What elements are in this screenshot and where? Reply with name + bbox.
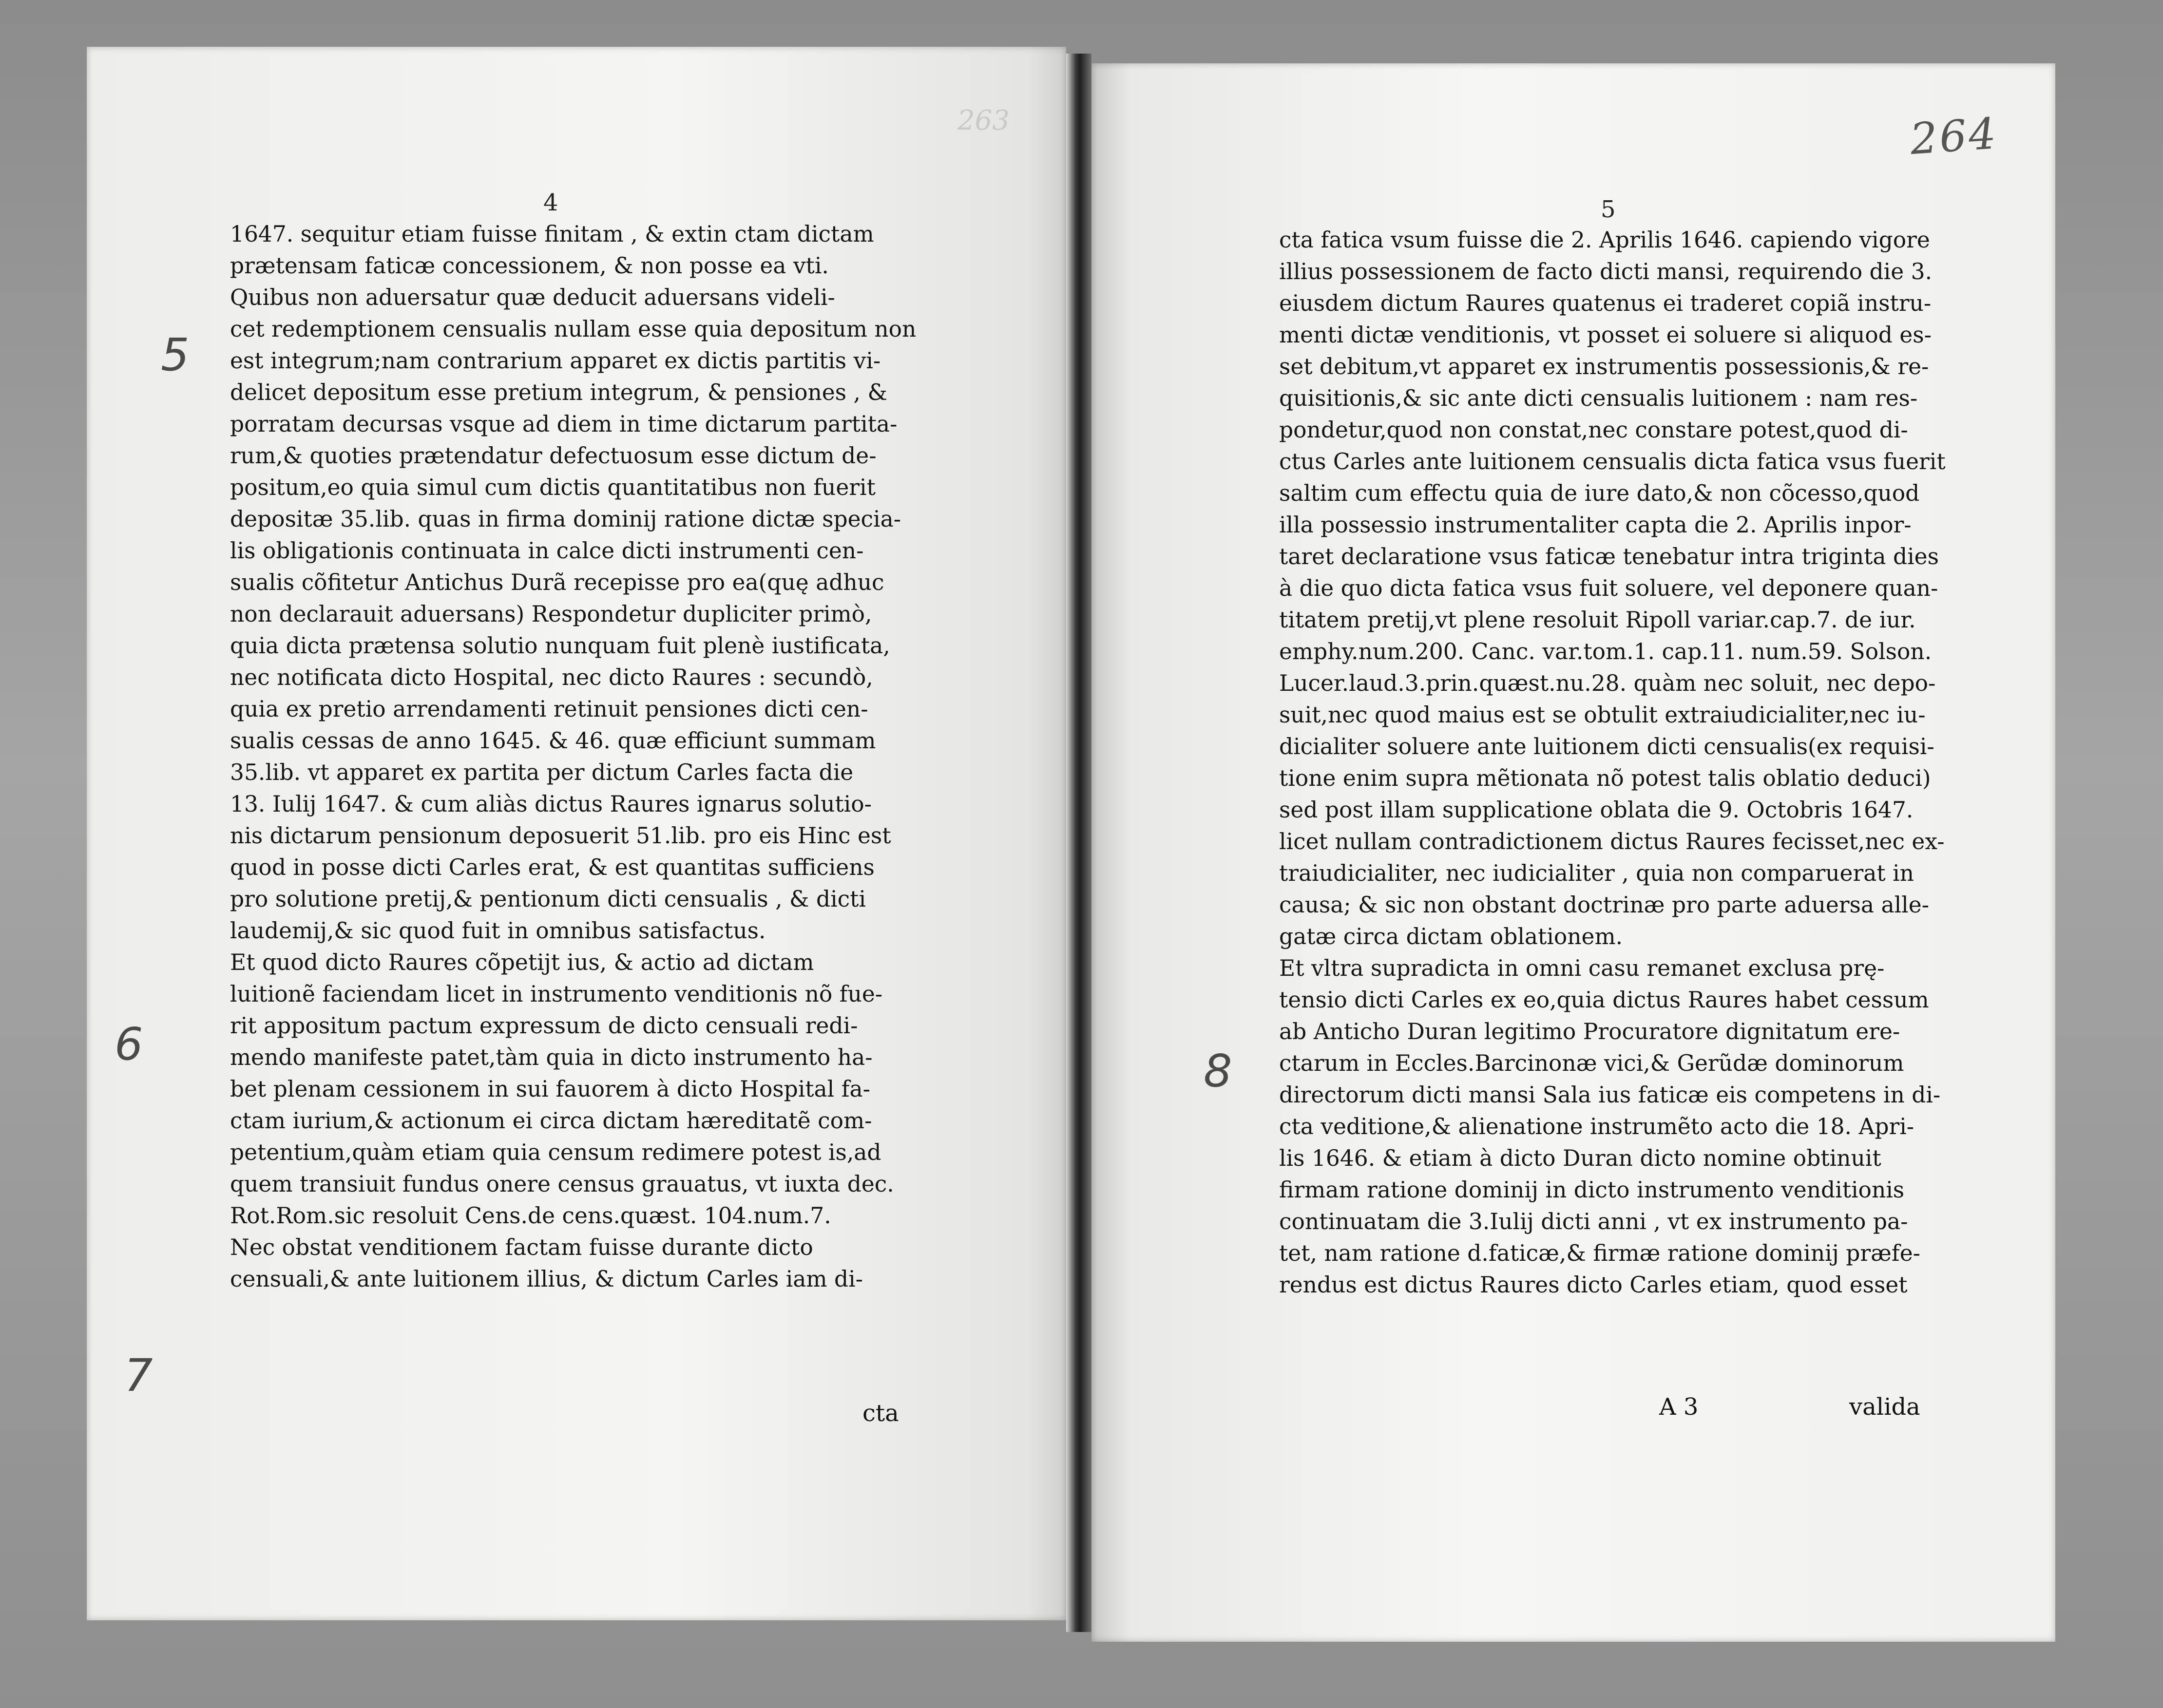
text-line: 1647. sequitur etiam fuisse finitam , & extin ctam dictam xyxy=(230,221,874,247)
text-line: quod in posse dicti Carles erat, & est quantitas sufficiens xyxy=(230,854,875,880)
text-line: pondetur,quod non constat,nec constare potest,quod di- xyxy=(1279,417,1908,443)
folio-number: 264 xyxy=(1908,108,2000,165)
text-line: directorum dicti mansi Sala ius faticæ eis competens in di- xyxy=(1279,1082,1941,1108)
text-line: rum,& quoties prætendatur defectuosum esse dictum de- xyxy=(230,443,877,469)
right-catchword: valida xyxy=(1849,1393,1920,1421)
text-line: porratam decursas vsque ad diem in time dictarum partita- xyxy=(230,411,898,437)
text-line: delicet depositum esse pretium integrum, & pensiones , & xyxy=(230,380,887,405)
text-line: quia ex pretio arrendamenti retinuit pensiones dicti cen- xyxy=(230,696,868,722)
text-line: taret declaratione vsus faticæ tenebatur intra triginta dies xyxy=(1279,544,1939,569)
text-line: ctarum in Eccles.Barcinonæ vici,& Gerũdæ dominorum xyxy=(1279,1050,1904,1076)
text-line: cet redemptionem censualis nullam esse quia depositum non xyxy=(230,316,917,342)
text-line: dicialiter soluere ante luitionem dicti censualis(ex requisi- xyxy=(1279,734,1934,759)
text-line: petentium,quàm etiam quia censum redimere potest is,ad xyxy=(230,1139,881,1165)
text-line: menti dictæ venditionis, vt posset ei soluere si aliquod es- xyxy=(1279,322,1932,348)
text-line: gatæ circa dictam oblationem. xyxy=(1279,924,1623,949)
text-line: mendo manifeste patet,tàm quia in dicto instrumento ha- xyxy=(230,1044,873,1070)
text-line: sualis cõfitetur Antichus Durã recepisse pro ea(quę adhuc xyxy=(230,569,884,595)
text-line: quisitionis,& sic ante dicti censualis luitionem : nam res- xyxy=(1279,385,1918,411)
text-line: depositæ 35.lib. quas in firma dominij ratione dictæ specia- xyxy=(230,506,901,532)
text-line: Lucer.laud.3.prin.quæst.nu.28. quàm nec soluit, nec depo- xyxy=(1279,670,1936,696)
text-line: positum,eo quia simul cum dictis quantitatibus non fuerit xyxy=(230,474,876,500)
text-line: tet, nam ratione d.faticæ,& firmæ ratione dominij præfe- xyxy=(1279,1240,1921,1266)
text-line: emphy.num.200. Canc. var.tom.1. cap.11. num.59. Solson. xyxy=(1279,639,1932,664)
text-line: sed post illam supplicatione oblata die 9. Octobris 1647. xyxy=(1279,797,1914,823)
signature-mark: A 3 xyxy=(1659,1393,1699,1421)
right-page-text xyxy=(1279,224,1946,1301)
text-line: illa possessio instrumentaliter capta die 2. Aprilis inpor- xyxy=(1279,512,1912,538)
text-line: laudemij,& sic quod fuit in omnibus satisfactus. xyxy=(230,918,766,944)
margin-number-7: 7 xyxy=(124,1349,153,1402)
text-line: quem transiuit fundus onere census grauatus, vt iuxta dec. xyxy=(230,1171,894,1197)
text-line: pro solutione pretij,& pentionum dicti censualis , & dicti xyxy=(230,886,866,912)
text-line: eiusdem dictum Raures quatenus ei traderet copiã instru- xyxy=(1279,290,1932,316)
text-line: prætensam faticæ concessionem, & non posse ea vti. xyxy=(230,253,829,279)
text-line: est integrum;nam contrarium apparet ex dictis partitis vi- xyxy=(230,348,881,374)
text-line: bet plenam cessionem in sui fauorem à dicto Hospital fa- xyxy=(230,1076,871,1102)
margin-number-8: 8 xyxy=(1204,1045,1232,1097)
book-gutter xyxy=(1066,54,1091,1632)
left-page-number: 4 xyxy=(543,189,558,216)
text-line: firmam ratione dominij in dicto instrumento venditionis xyxy=(1279,1177,1905,1203)
text-line: rendus est dictus Raures dicto Carles etiam, quod esset xyxy=(1279,1272,1908,1298)
text-line: saltim cum effectu quia de iure dato,& non cõcesso,quod xyxy=(1279,480,1920,506)
text-line: Et vltra supradicta in omni casu remanet exclusa prę- xyxy=(1279,955,1885,981)
text-line: titatem pretij,vt plene resoluit Ripoll variar.cap.7. de iur. xyxy=(1279,607,1916,633)
text-line: licet nullam contradictionem dictus Raures fecisset,nec ex- xyxy=(1279,829,1945,854)
ghost-folio-number: 263 xyxy=(957,105,1010,136)
text-line: ctus Carles ante luitionem censualis dicta fatica vsus fuerit xyxy=(1279,449,1946,474)
text-line: à die quo dicta fatica vsus fuit soluere, vel deponere quan- xyxy=(1279,575,1938,601)
text-line: lis obligationis continuata in calce dicti instrumenti cen- xyxy=(230,538,864,564)
left-page-text xyxy=(230,218,916,1295)
margin-number-5: 5 xyxy=(161,329,190,381)
text-line: Et quod dicto Raures cõpetijt ius, & actio ad dictam xyxy=(230,949,814,975)
text-line: censuali,& ante luitionem illius, & dictum Carles iam di- xyxy=(230,1266,863,1292)
margin-number-6: 6 xyxy=(115,1018,143,1070)
text-line: nis dictarum pensionum deposuerit 51.lib. pro eis Hinc est xyxy=(230,823,891,849)
text-line: sualis cessas de anno 1645. & 46. quæ efficiunt summam xyxy=(230,728,876,754)
text-line: nec notificata dicto Hospital, nec dicto Raures : secundò, xyxy=(230,664,873,690)
text-line: tione enim supra mẽtionata nõ potest talis oblatio deduci) xyxy=(1279,765,1931,791)
text-line: tensio dicti Carles ex eo,quia dictus Raures habet cessum xyxy=(1279,987,1929,1013)
text-line: cta veditione,& alienatione instrumẽto acto die 18. Apri- xyxy=(1279,1114,1914,1139)
text-line: Nec obstat venditionem factam fuisse durante dicto xyxy=(230,1234,813,1260)
text-line: Rot.Rom.sic resoluit Cens.de cens.quæst. 104.num.7. xyxy=(230,1203,831,1229)
text-line: 35.lib. vt apparet ex partita per dictum Carles facta die xyxy=(230,759,854,785)
text-line: Quibus non aduersatur quæ deducit aduersans videli- xyxy=(230,285,835,310)
text-line: luitionẽ faciendam licet in instrumento venditionis nõ fue- xyxy=(230,981,883,1007)
text-line: traiudicialiter, nec iudicialiter , quia non comparuerat in xyxy=(1279,860,1914,886)
text-line: 13. Iulij 1647. & cum aliàs dictus Raures ignarus solutio- xyxy=(230,791,872,817)
text-line: rit appositum pactum expressum de dicto censuali redi- xyxy=(230,1013,858,1039)
text-line: lis 1646. & etiam à dicto Duran dicto nomine obtinuit xyxy=(1279,1145,1881,1171)
text-line: causa; & sic non obstant doctrinæ pro parte aduersa alle- xyxy=(1279,892,1930,918)
text-line: set debitum,vt apparet ex instrumentis possessionis,& re- xyxy=(1279,354,1929,380)
text-line: non declarauit aduersans) Respondetur dupliciter primò, xyxy=(230,601,872,627)
text-line: suit,nec quod maius est se obtulit extraiudicialiter,nec iu- xyxy=(1279,702,1926,728)
text-line: cta fatica vsum fuisse die 2. Aprilis 1646. capiendo vigore xyxy=(1279,227,1930,253)
text-line: quia dicta prætensa solutio nunquam fuit plenè iustificata, xyxy=(230,633,890,659)
text-line: illius possessionem de facto dicti mansi, requirendo die 3. xyxy=(1279,259,1933,285)
text-line: continuatam die 3.Iulij dicti anni , vt ex instrumento pa- xyxy=(1279,1209,1908,1234)
text-line: ab Anticho Duran legitimo Procuratore dignitatum ere- xyxy=(1279,1019,1900,1044)
text-line: ctam iurium,& actionum ei circa dictam hæreditatẽ com- xyxy=(230,1108,872,1134)
left-catchword: cta xyxy=(862,1400,899,1427)
right-page-number: 5 xyxy=(1601,196,1616,223)
